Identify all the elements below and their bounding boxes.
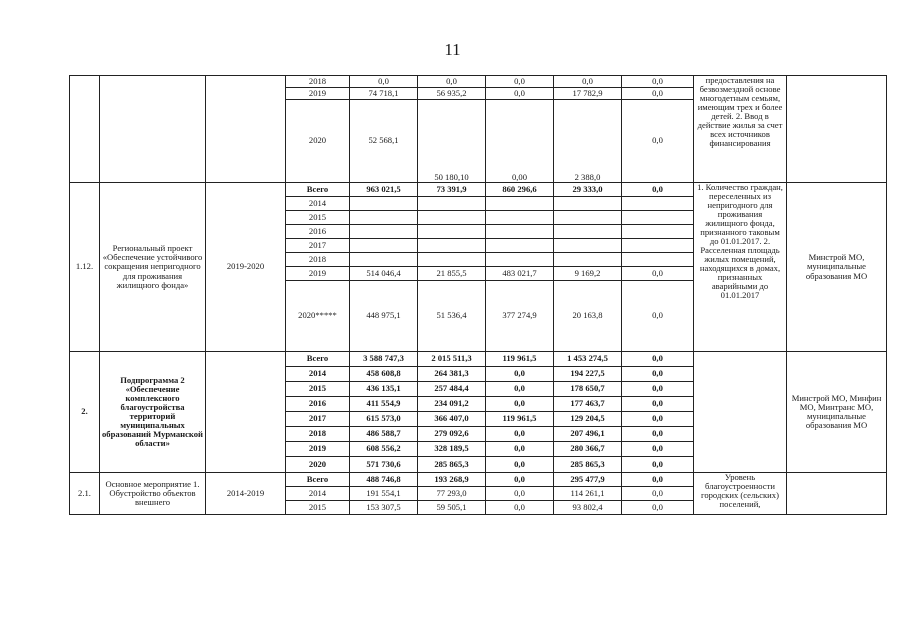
value-cell: 295 477,9 xyxy=(554,473,622,487)
value-cell: 73 391,9 xyxy=(418,183,486,197)
value-cell: 0,0 xyxy=(622,487,694,501)
value-cell xyxy=(350,225,418,239)
value-cell: 615 573,0 xyxy=(350,412,418,427)
value-cell: 0,0 xyxy=(350,76,418,88)
value-cell: 0,0 xyxy=(622,382,694,397)
responsible-cell: Минстрой МО, Минфин МО, Минтранс МО, муниципальные образования МО xyxy=(787,352,887,473)
value-cell: 0,0 xyxy=(486,501,554,515)
year-cell: 2014 xyxy=(286,487,350,501)
value-cell: 571 730,6 xyxy=(350,457,418,473)
value-cell: 0,0 xyxy=(486,442,554,457)
year-cell: 2020***** xyxy=(286,281,350,352)
value-cell: 0,0 xyxy=(622,367,694,382)
name-cell: Подпрограмма 2 «Обеспечение комплексного благоустройства территорий муниципальных образований Мурманской области» xyxy=(100,352,206,473)
value-cell: 0,0 xyxy=(554,76,622,88)
value-cell: 119 961,5 xyxy=(486,412,554,427)
value-cell: 51 536,4 xyxy=(418,281,486,352)
value-cell: 20 163,8 xyxy=(554,281,622,352)
value-cell: 191 554,1 xyxy=(350,487,418,501)
value-cell: 56 935,2 xyxy=(418,88,486,100)
value-cell: 0,0 xyxy=(622,76,694,88)
value-cell xyxy=(350,211,418,225)
period-cell xyxy=(206,352,286,473)
value-cell xyxy=(554,225,622,239)
value-cell: 488 746,8 xyxy=(350,473,418,487)
value-cell: 0,0 xyxy=(486,473,554,487)
year-cell: 2019 xyxy=(286,442,350,457)
value-cell: 0,0 xyxy=(486,487,554,501)
value-cell: 1 453 274,5 xyxy=(554,352,622,367)
num-cell: 1.12. xyxy=(70,183,100,352)
table-row xyxy=(70,352,887,367)
value-cell: 411 554,9 xyxy=(350,397,418,412)
value-cell: 119 961,5 xyxy=(486,352,554,367)
name-cell: Региональный проект «Обеспечение устойчивого сокращения непригодного для проживания жилищного фонда» xyxy=(100,183,206,352)
responsible-cell xyxy=(787,473,887,515)
value-cell: 279 092,6 xyxy=(418,427,486,442)
value-cell: 177 463,7 xyxy=(554,397,622,412)
value-cell xyxy=(622,211,694,225)
value-cell: 280 366,7 xyxy=(554,442,622,457)
value-cell: 0,0 xyxy=(622,427,694,442)
year-cell: 2018 xyxy=(286,253,350,267)
year-cell: 2016 xyxy=(286,225,350,239)
value-cell xyxy=(554,197,622,211)
value-cell: 436 135,1 xyxy=(350,382,418,397)
value-cell: 0,0 xyxy=(622,412,694,427)
value-cell: 0,0 xyxy=(622,183,694,197)
value-cell: 0,0 xyxy=(622,457,694,473)
value-cell: 448 975,1 xyxy=(350,281,418,352)
value-cell: 114 261,1 xyxy=(554,487,622,501)
num-cell xyxy=(70,76,100,183)
period-cell: 2019-2020 xyxy=(206,183,286,352)
value-cell xyxy=(554,211,622,225)
value-cell: 3 588 747,3 xyxy=(350,352,418,367)
value-cell: 50 180,10 xyxy=(418,100,486,183)
value-cell: 129 204,5 xyxy=(554,412,622,427)
value-cell xyxy=(486,211,554,225)
value-cell xyxy=(554,253,622,267)
value-cell: 0,0 xyxy=(622,88,694,100)
period-cell: 2014-2019 xyxy=(206,473,286,515)
year-cell: 2015 xyxy=(286,501,350,515)
value-cell xyxy=(486,253,554,267)
value-cell: 377 274,9 xyxy=(486,281,554,352)
value-cell xyxy=(622,239,694,253)
value-cell: 514 046,4 xyxy=(350,267,418,281)
value-cell: 52 568,1 xyxy=(350,100,418,183)
value-cell xyxy=(418,225,486,239)
value-cell: 2 015 511,3 xyxy=(418,352,486,367)
value-cell: 234 091,2 xyxy=(418,397,486,412)
value-cell: 0,0 xyxy=(622,100,694,183)
value-cell: 29 333,0 xyxy=(554,183,622,197)
value-cell xyxy=(622,225,694,239)
year-cell: 2018 xyxy=(286,427,350,442)
value-cell xyxy=(418,197,486,211)
value-cell: 458 608,8 xyxy=(350,367,418,382)
table-row xyxy=(70,183,887,197)
value-cell: 0,0 xyxy=(622,442,694,457)
year-cell: 2015 xyxy=(286,211,350,225)
value-cell: 285 865,3 xyxy=(418,457,486,473)
value-cell: 0,0 xyxy=(622,473,694,487)
value-cell xyxy=(486,239,554,253)
year-cell: Всего xyxy=(286,183,350,197)
value-cell: 207 496,1 xyxy=(554,427,622,442)
value-cell: 0,0 xyxy=(486,382,554,397)
num-cell: 2. xyxy=(70,352,100,473)
year-cell: 2014 xyxy=(286,197,350,211)
year-cell: Всего xyxy=(286,473,350,487)
value-cell: 483 021,7 xyxy=(486,267,554,281)
value-cell: 178 650,7 xyxy=(554,382,622,397)
num-cell: 2.1. xyxy=(70,473,100,515)
value-cell xyxy=(486,225,554,239)
value-cell: 0,0 xyxy=(486,457,554,473)
value-cell: 193 268,9 xyxy=(418,473,486,487)
year-cell: 2020 xyxy=(286,100,350,183)
responsible-cell xyxy=(787,76,887,183)
value-cell: 0,0 xyxy=(486,367,554,382)
value-cell xyxy=(622,253,694,267)
value-cell: 0,00 xyxy=(486,100,554,183)
indicator-cell xyxy=(694,352,787,473)
value-cell: 0,0 xyxy=(622,352,694,367)
indicator-cell: Уровень благоустроенности городских (сельских) поселений, xyxy=(694,473,787,515)
value-cell: 77 293,0 xyxy=(418,487,486,501)
value-cell xyxy=(350,239,418,253)
year-cell: 2015 xyxy=(286,382,350,397)
value-cell: 963 021,5 xyxy=(350,183,418,197)
year-cell: 2019 xyxy=(286,267,350,281)
period-cell xyxy=(206,76,286,183)
value-cell: 860 296,6 xyxy=(486,183,554,197)
name-cell: Основное мероприятие 1. Обустройство объектов внешнего xyxy=(100,473,206,515)
year-cell: 2017 xyxy=(286,239,350,253)
year-cell: 2020 xyxy=(286,457,350,473)
year-cell: 2016 xyxy=(286,397,350,412)
value-cell: 0,0 xyxy=(486,88,554,100)
value-cell xyxy=(622,197,694,211)
year-cell: Всего xyxy=(286,352,350,367)
value-cell: 194 227,5 xyxy=(554,367,622,382)
value-cell: 328 189,5 xyxy=(418,442,486,457)
value-cell xyxy=(418,253,486,267)
value-cell xyxy=(486,197,554,211)
value-cell xyxy=(554,239,622,253)
value-cell: 74 718,1 xyxy=(350,88,418,100)
year-cell: 2017 xyxy=(286,412,350,427)
program-table xyxy=(69,75,887,515)
value-cell: 486 588,7 xyxy=(350,427,418,442)
value-cell: 59 505,1 xyxy=(418,501,486,515)
value-cell: 17 782,9 xyxy=(554,88,622,100)
value-cell: 608 556,2 xyxy=(350,442,418,457)
value-cell: 0,0 xyxy=(622,267,694,281)
value-cell: 0,0 xyxy=(486,397,554,412)
value-cell xyxy=(418,211,486,225)
year-cell: 2019 xyxy=(286,88,350,100)
page-number: 11 xyxy=(444,40,461,59)
value-cell: 2 388,0 xyxy=(554,100,622,183)
value-cell xyxy=(350,197,418,211)
responsible-cell: Минстрой МО, муниципальные образования МО xyxy=(787,183,887,352)
value-cell xyxy=(418,239,486,253)
value-cell: 264 381,3 xyxy=(418,367,486,382)
value-cell xyxy=(350,253,418,267)
year-cell: 2018 xyxy=(286,76,350,88)
value-cell: 0,0 xyxy=(622,501,694,515)
value-cell: 93 802,4 xyxy=(554,501,622,515)
table-row xyxy=(70,76,887,88)
indicator-cell: предоставления на безвозмездной основе многодетным семьям, имеющим трех и более детей. 2. Ввод в действие жилья за счет всех источников финансирования xyxy=(694,76,787,183)
value-cell: 21 855,5 xyxy=(418,267,486,281)
value-cell: 0,0 xyxy=(622,397,694,412)
value-cell: 0,0 xyxy=(418,76,486,88)
value-cell: 257 484,4 xyxy=(418,382,486,397)
value-cell: 0,0 xyxy=(486,76,554,88)
value-cell: 9 169,2 xyxy=(554,267,622,281)
name-cell xyxy=(100,76,206,183)
table-row xyxy=(70,473,887,487)
indicator-cell: 1. Количество граждан, переселенных из непригодного для проживания жилищного фонда, признанного таковым до 01.01.2017. 2. Расселенная площадь жилых помещений, находящихся в домах, признанных аварийными до 01.01.2017 xyxy=(694,183,787,352)
value-cell: 285 865,3 xyxy=(554,457,622,473)
value-cell: 0,0 xyxy=(486,427,554,442)
value-cell: 0,0 xyxy=(622,281,694,352)
value-cell: 366 407,0 xyxy=(418,412,486,427)
year-cell: 2014 xyxy=(286,367,350,382)
value-cell: 153 307,5 xyxy=(350,501,418,515)
